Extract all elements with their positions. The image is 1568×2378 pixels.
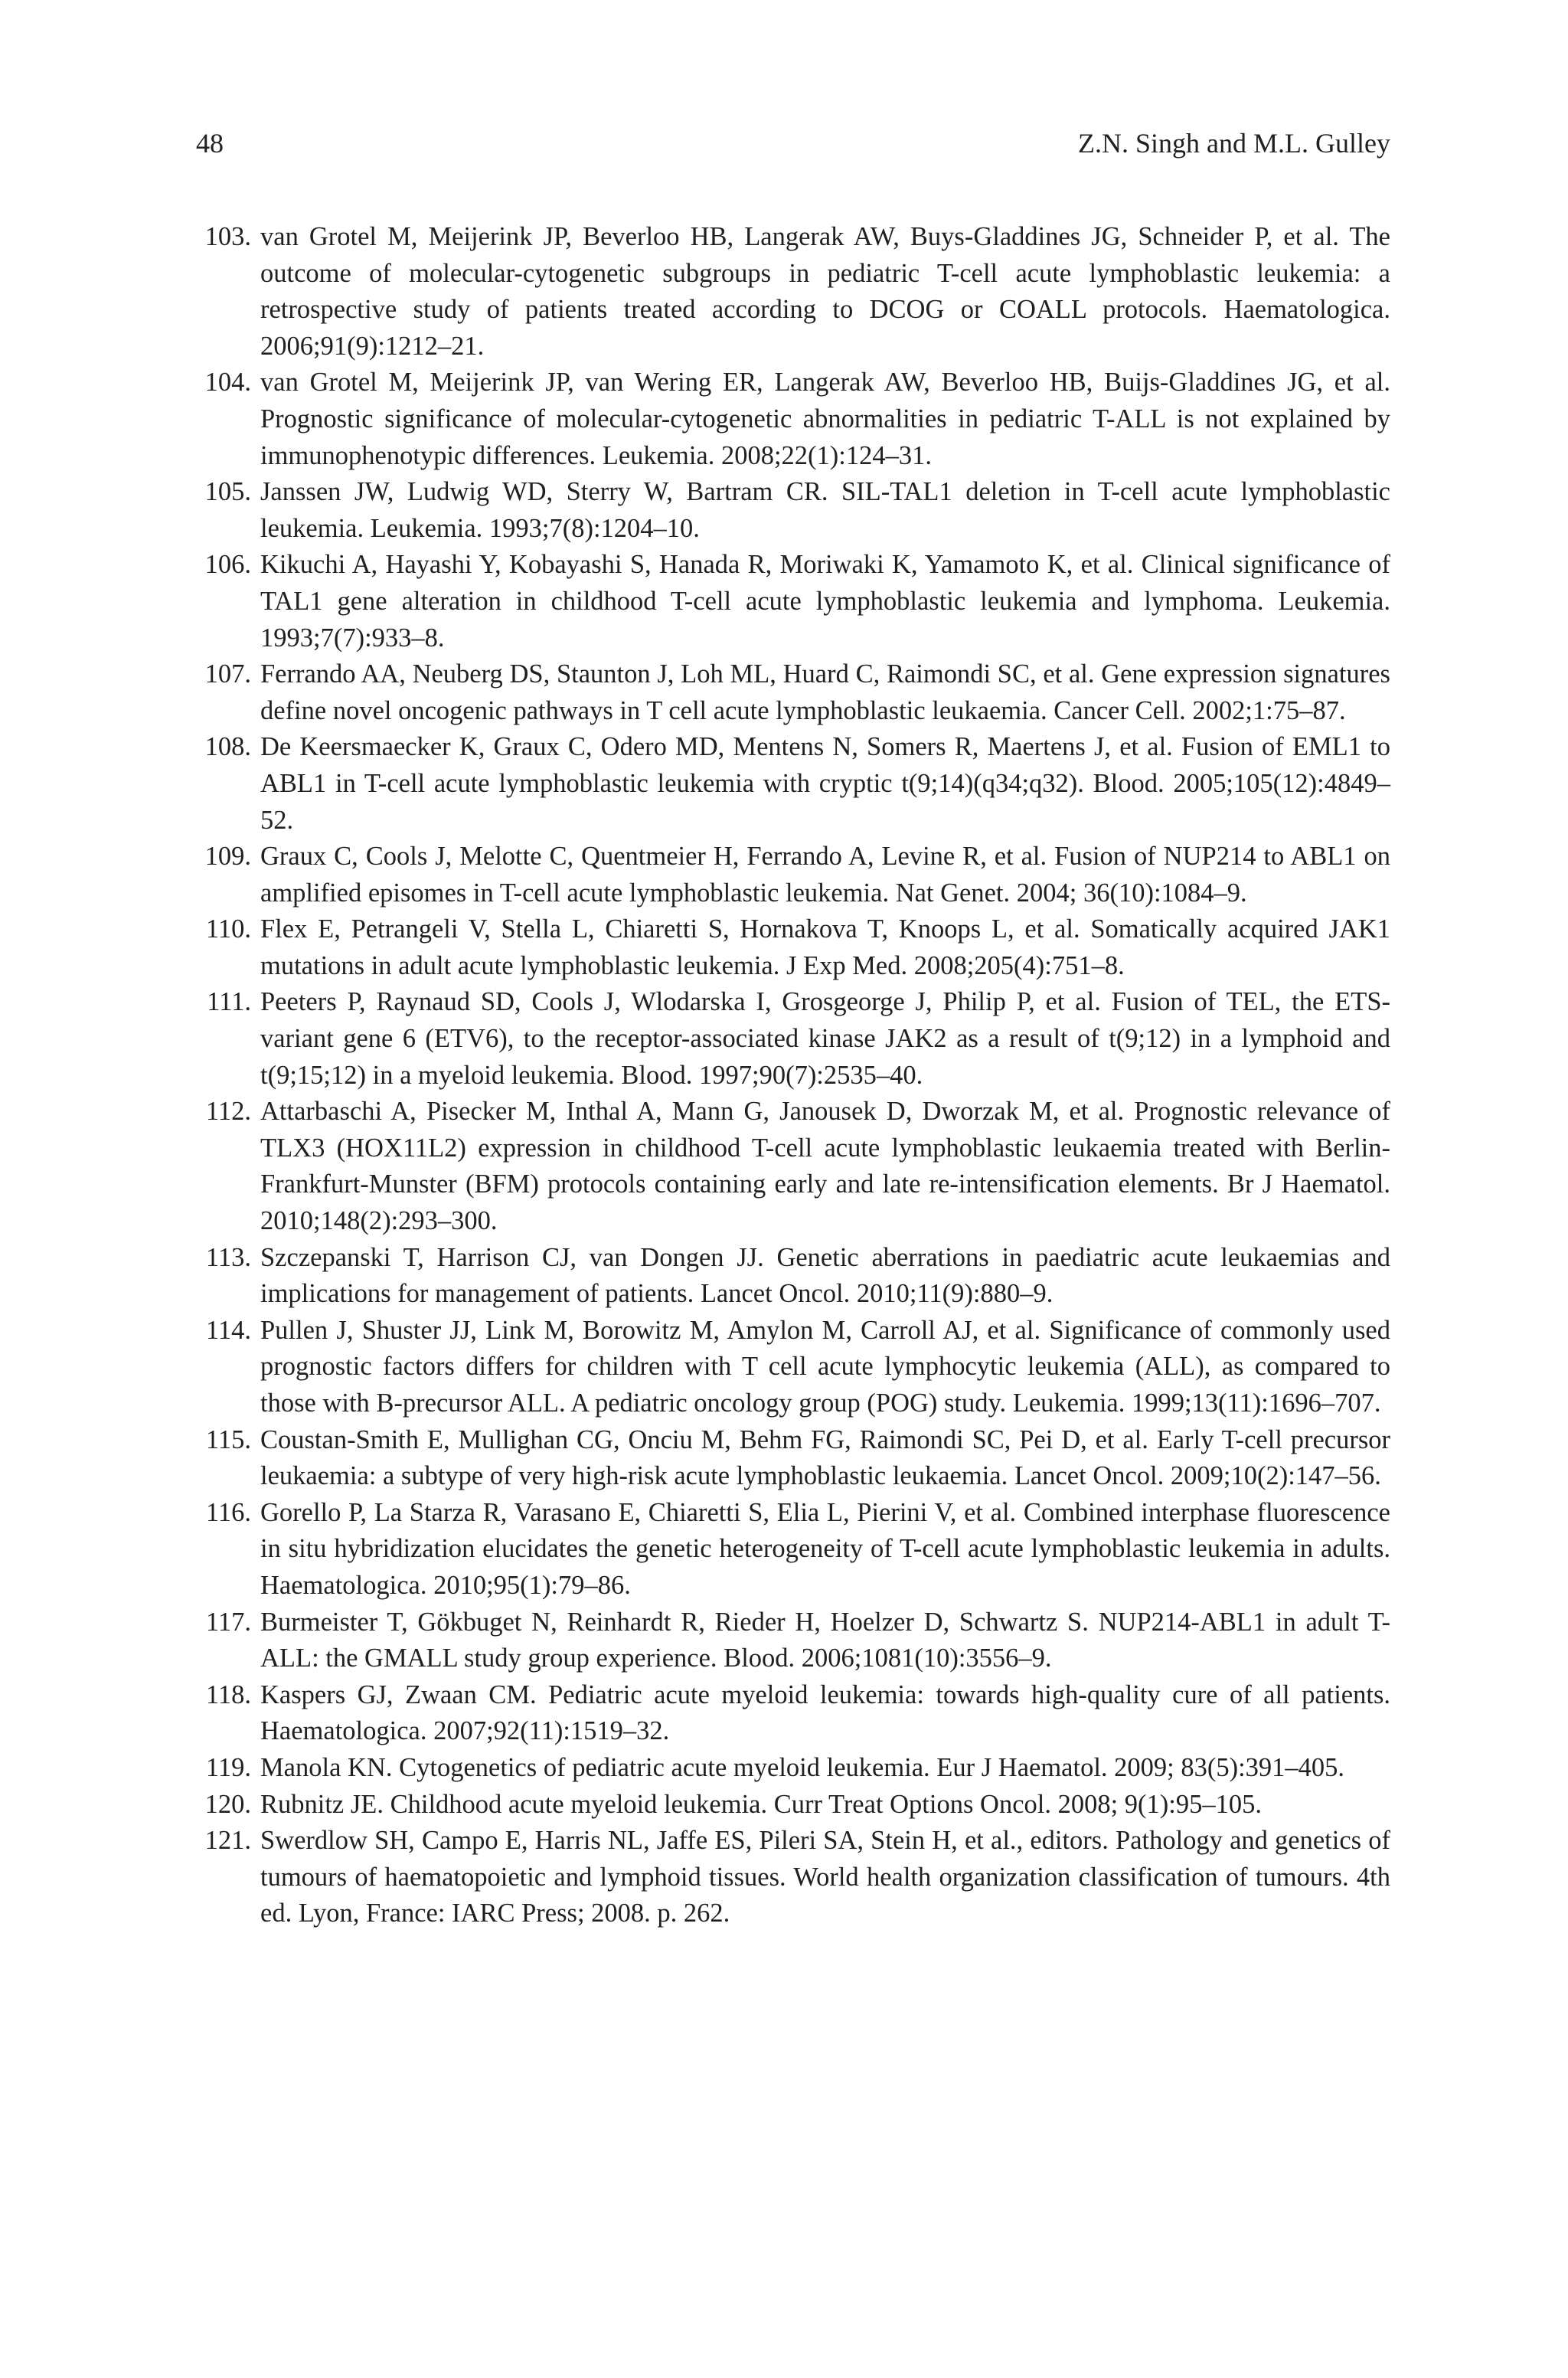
reference-text: Coustan-Smith E, Mullighan CG, Onciu M, Behm FG, Raimondi SC, Pei D, et al. Early T-cell precursor leukaemia: a subtype of very high-risk acute lymphoblastic leukaemia. Lancet Oncol. 2009;10(2):147–56. — [260, 1425, 1390, 1491]
reference-item — [196, 219, 1390, 365]
reference-item — [196, 1677, 1390, 1750]
reference-number: 109. — [204, 842, 251, 872]
reference-text: Janssen JW, Ludwig WD, Sterry W, Bartram CR. SIL-TAL1 deletion in T-cell acute lymphoblastic leukemia. Leukemia. 1993;7(8):1204–10. — [260, 477, 1390, 543]
reference-item — [196, 547, 1390, 656]
reference-item — [196, 1094, 1390, 1239]
reference-number: 115. — [205, 1425, 251, 1454]
reference-item — [196, 656, 1390, 729]
reference-number: 110. — [205, 914, 251, 944]
reference-text: Burmeister T, Gökbuget N, Reinhardt R, Rieder H, Hoelzer D, Schwartz S. NUP214-ABL1 in adult T-ALL: the GMALL study group experience. Blood. 2006;1081(10):3556–9. — [260, 1607, 1390, 1673]
reference-item — [196, 1604, 1390, 1677]
reference-number: 119. — [205, 1752, 251, 1782]
reference-number: 116. — [205, 1497, 251, 1527]
reference-number: 104. — [204, 368, 251, 397]
reference-text: Peeters P, Raynaud SD, Cools J, Wlodarska I, Grosgeorge J, Philip P, et al. Fusion of TEL, the ETS-variant gene 6 (ETV6), to the receptor-associated kinase JAK2 as a result of t(9;12) in a lymphoid and t(9;15;12) in a myeloid leukemia. Blood. 1997;90(7):2535–40. — [260, 987, 1390, 1090]
reference-number: 111. — [207, 987, 251, 1017]
page-number: 48 — [196, 128, 224, 159]
reference-number: 120. — [204, 1789, 251, 1819]
reference-number: 105. — [204, 477, 251, 507]
reference-item — [196, 1240, 1390, 1313]
reference-text: Pullen J, Shuster JJ, Link M, Borowitz M, Amylon M, Carroll AJ, et al. Significance of commonly used prognostic factors differs for children with T cell acute lymphocytic leukemia (ALL), as compared to those with B-precursor ALL. A pediatric oncology group (POG) study. Leukemia. 1999;13(11):1696–707. — [260, 1315, 1390, 1418]
reference-text: Rubnitz JE. Childhood acute myeloid leukemia. Curr Treat Options Oncol. 2008; 9(1):95–105. — [260, 1789, 1262, 1819]
reference-text: Ferrando AA, Neuberg DS, Staunton J, Loh ML, Huard C, Raimondi SC, et al. Gene expression signatures define novel oncogenic pathways in T cell acute lymphoblastic leukaemia. Cancer Cell. 2002;1:75–87. — [260, 659, 1390, 725]
reference-item — [196, 1495, 1390, 1604]
reference-text: Flex E, Petrangeli V, Stella L, Chiaretti S, Hornakova T, Knoops L, et al. Somatically acquired JAK1 mutations in adult acute lymphoblastic leukemia. J Exp Med. 2008;205(4):751–8. — [260, 914, 1390, 980]
reference-item — [196, 365, 1390, 474]
reference-item — [196, 729, 1390, 839]
reference-item — [196, 1823, 1390, 1932]
reference-item — [196, 911, 1390, 984]
reference-item — [196, 1422, 1390, 1495]
reference-text: Kikuchi A, Hayashi Y, Kobayashi S, Hanada R, Moriwaki K, Yamamoto K, et al. Clinical significance of TAL1 gene alteration in childhood T-cell acute lymphoblastic leukemia and lymphoma. Leukemia. 1993;7(7):933–8. — [260, 550, 1390, 653]
reference-text: Swerdlow SH, Campo E, Harris NL, Jaffe ES, Pileri SA, Stein H, et al., editors. Pathology and genetics of tumours of haematopoietic and lymphoid tissues. World health organization classification of tumours. 4th ed. Lyon, France: IARC Press; 2008. p. 262. — [260, 1826, 1390, 1928]
running-head-authors: Z.N. Singh and M.L. Gulley — [1078, 128, 1390, 159]
reference-number: 106. — [204, 550, 251, 580]
reference-number: 112. — [205, 1097, 251, 1127]
reference-number: 107. — [204, 659, 251, 689]
reference-text: Attarbaschi A, Pisecker M, Inthal A, Mann G, Janousek D, Dworzak M, et al. Prognostic relevance of TLX3 (HOX11L2) expression in childhood T-cell acute lymphoblastic leukaemia treated with Berlin-Frankfurt-Munster (BFM) protocols containing early and late re-intensification elements. Br J Haematol. 2010;148(2):293–300. — [260, 1097, 1390, 1236]
reference-number: 103. — [204, 222, 251, 251]
running-head — [196, 125, 1390, 162]
reference-text: van Grotel M, Meijerink JP, Beverloo HB, Langerak AW, Buys-Gladdines JG, Schneider P, et al. The outcome of molecular-cytogenetic subgroups in pediatric T-cell acute lymphoblastic leukemia: a retrospective study of patients treated according to DCOG or COALL protocols. Haematologica. 2006;91(9):1212–21. — [260, 222, 1390, 361]
reference-item — [196, 1750, 1390, 1787]
reference-text: Graux C, Cools J, Melotte C, Quentmeier H, Ferrando A, Levine R, et al. Fusion of NUP214 to ABL1 on amplified episomes in T-cell acute lymphoblastic leukemia. Nat Genet. 2004; 36(10):1084–9. — [260, 842, 1390, 908]
reference-number: 117. — [205, 1607, 251, 1637]
reference-number: 118. — [205, 1680, 251, 1709]
reference-number: 108. — [204, 732, 251, 762]
reference-text: Szczepanski T, Harrison CJ, van Dongen JJ. Genetic aberrations in paediatric acute leukaemias and implications for management of patients. Lancet Oncol. 2010;11(9):880–9. — [260, 1242, 1390, 1309]
reference-item — [196, 839, 1390, 911]
reference-text: Kaspers GJ, Zwaan CM. Pediatric acute myeloid leukemia: towards high-quality cure of all patients. Haematologica. 2007;92(11):1519–32. — [260, 1680, 1390, 1746]
reference-list — [196, 219, 1390, 1932]
reference-item — [196, 1313, 1390, 1422]
reference-number: 114. — [205, 1315, 251, 1345]
reference-item — [196, 984, 1390, 1094]
reference-number: 121. — [204, 1826, 251, 1856]
reference-text: Manola KN. Cytogenetics of pediatric acute myeloid leukemia. Eur J Haematol. 2009; 83(5):391–405. — [260, 1752, 1345, 1782]
reference-text: Gorello P, La Starza R, Varasano E, Chiaretti S, Elia L, Pierini V, et al. Combined interphase fluorescence in situ hybridization elucidates the genetic heterogeneity of T-cell acute lymphoblastic leukemia in adults. Haematologica. 2010;95(1):79–86. — [260, 1497, 1390, 1600]
reference-number: 113. — [205, 1242, 251, 1272]
reference-item — [196, 1787, 1390, 1824]
reference-text: De Keersmaecker K, Graux C, Odero MD, Mentens N, Somers R, Maertens J, et al. Fusion of EML1 to ABL1 in T-cell acute lymphoblastic leukemia with cryptic t(9;14)(q34;q32). Blood. 2005;105(12):4849–52. — [260, 732, 1390, 835]
reference-item — [196, 474, 1390, 547]
reference-text: van Grotel M, Meijerink JP, van Wering ER, Langerak AW, Beverloo HB, Buijs-Gladdines JG, et al. Prognostic significance of molecular-cytogenetic abnormalities in pediatric T-ALL is not explained by immunophenotypic differences. Leukemia. 2008;22(1):124–31. — [260, 368, 1390, 470]
